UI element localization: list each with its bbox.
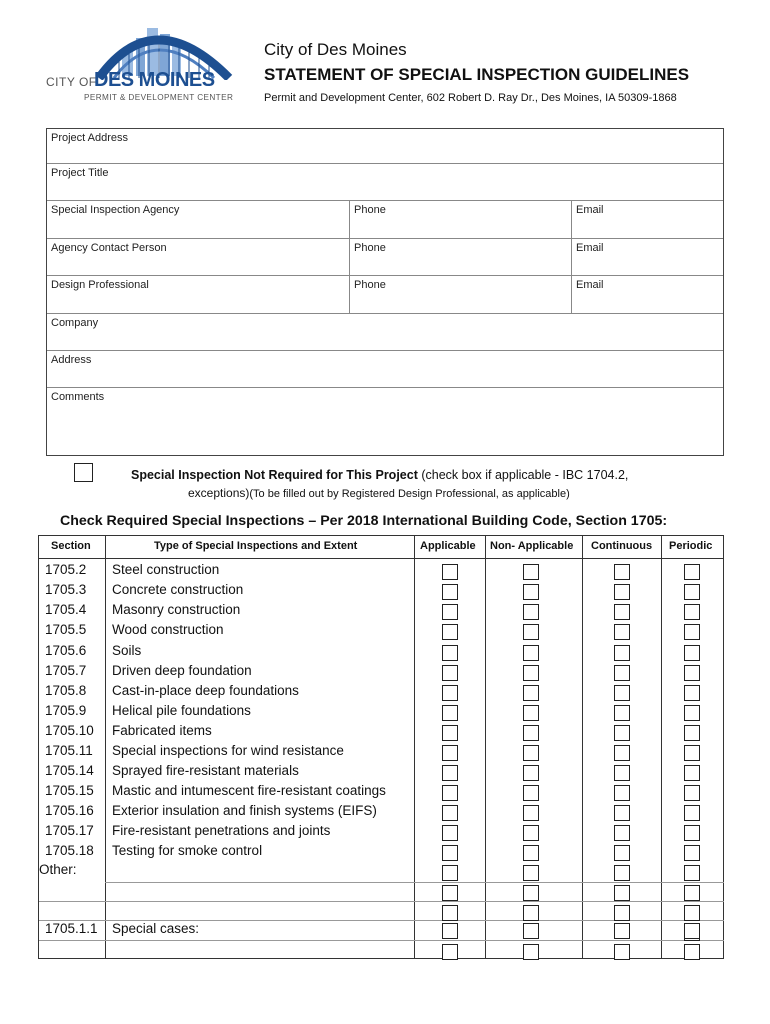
checkbox-applicable[interactable]	[442, 944, 458, 960]
design-field[interactable]	[47, 276, 349, 313]
checkbox-non-applicable[interactable]	[523, 745, 539, 761]
header-continuous: Continuous	[591, 540, 653, 552]
checkbox-non-applicable[interactable]	[523, 685, 539, 701]
checkbox-applicable[interactable]	[442, 725, 458, 741]
checkbox-periodic[interactable]	[684, 885, 700, 901]
checkbox-applicable[interactable]	[442, 685, 458, 701]
not-required-exceptions: exceptions)	[188, 486, 250, 500]
checkbox-applicable[interactable]	[442, 645, 458, 661]
checkbox-applicable[interactable]	[442, 865, 458, 881]
header-periodic: Periodic	[669, 540, 713, 552]
header-type: Type of Special Inspections and Extent	[154, 540, 358, 552]
row-section: 1705.6	[45, 643, 87, 658]
row-divider	[105, 882, 724, 883]
checkbox-applicable[interactable]	[442, 624, 458, 640]
project-address-label: Project Address	[51, 132, 129, 144]
checkbox-continuous[interactable]	[614, 705, 630, 721]
row-type: Mastic and intumescent fire-resistant coatings	[112, 783, 386, 798]
header-non-applicable: Non- Applicable	[490, 540, 574, 552]
checkbox-continuous[interactable]	[614, 564, 630, 580]
checkbox-applicable[interactable]	[442, 705, 458, 721]
not-required-note: (To be filled out by Registered Design Professional, as applicable)	[249, 488, 570, 500]
checkbox-applicable[interactable]	[442, 905, 458, 921]
checkbox-continuous[interactable]	[614, 765, 630, 781]
address-label: Address	[51, 354, 92, 366]
checkbox-applicable[interactable]	[442, 923, 458, 939]
design-phone-field[interactable]	[349, 276, 571, 313]
checkbox-non-applicable[interactable]	[523, 645, 539, 661]
agency-field[interactable]	[47, 201, 349, 238]
checkbox-periodic[interactable]	[684, 685, 700, 701]
comments-label: Comments	[51, 391, 105, 403]
checkbox-continuous[interactable]	[614, 584, 630, 600]
checkbox-applicable[interactable]	[442, 765, 458, 781]
logo-subtitle: PERMIT & DEVELOPMENT CENTER	[84, 93, 234, 102]
row-section: 1705.11	[45, 743, 93, 758]
address-field[interactable]	[47, 351, 723, 387]
checkbox-applicable[interactable]	[442, 745, 458, 761]
agency-email-label: Email	[576, 204, 604, 216]
logo-des-moines: DES MOINES	[94, 69, 215, 91]
not-required-text	[131, 468, 628, 482]
not-required-paren: (check box if applicable - IBC 1704.2,	[417, 468, 629, 482]
checkbox-non-applicable[interactable]	[523, 825, 539, 841]
divider	[105, 536, 106, 958]
row-type: Masonry construction	[112, 602, 241, 617]
checkbox-non-applicable[interactable]	[523, 564, 539, 580]
project-info-form	[46, 128, 724, 456]
checkbox-non-applicable[interactable]	[523, 665, 539, 681]
agency-phone-field[interactable]	[349, 201, 571, 238]
checkbox-applicable[interactable]	[442, 885, 458, 901]
checkbox-non-applicable[interactable]	[523, 604, 539, 620]
checkbox-continuous[interactable]	[614, 885, 630, 901]
logo-city-of: CITY OF	[46, 75, 97, 89]
checkbox-continuous[interactable]	[614, 745, 630, 761]
checkbox-continuous[interactable]	[614, 825, 630, 841]
checkbox-periodic[interactable]	[684, 765, 700, 781]
not-required-bold: Special Inspection Not Required for This Project	[131, 468, 418, 482]
row-section: 1705.4	[45, 602, 87, 617]
special-section: 1705.1.1	[45, 921, 98, 936]
row-section: 1705.3	[45, 582, 87, 597]
project-title-field[interactable]	[47, 164, 723, 200]
design-label: Design Professional	[51, 279, 149, 291]
row-section: 1705.16	[45, 803, 94, 818]
divider	[661, 536, 662, 958]
row-type: Wood construction	[112, 622, 224, 637]
row-section: 1705.7	[45, 663, 87, 678]
inspections-table	[38, 535, 724, 959]
company-row	[47, 314, 723, 351]
checkbox-periodic[interactable]	[684, 944, 700, 960]
checkbox-periodic[interactable]	[684, 923, 700, 939]
checkbox-periodic[interactable]	[684, 604, 700, 620]
checkbox-periodic[interactable]	[684, 645, 700, 661]
design-phone-label: Phone	[354, 279, 386, 291]
checkbox-non-applicable[interactable]	[523, 765, 539, 781]
contact-label: Agency Contact Person	[51, 242, 167, 254]
checkbox-applicable[interactable]	[442, 584, 458, 600]
row-section: 1705.10	[45, 723, 94, 738]
row-type: Steel construction	[112, 562, 220, 577]
not-required-line2	[188, 486, 570, 500]
checkbox-continuous[interactable]	[614, 785, 630, 801]
checkbox-non-applicable[interactable]	[523, 923, 539, 939]
row-type: Helical pile foundations	[112, 703, 251, 718]
agency-phone-label: Phone	[354, 204, 386, 216]
row-type: Fire-resistant penetrations and joints	[112, 823, 331, 838]
checkbox-periodic[interactable]	[684, 705, 700, 721]
checkbox-non-applicable[interactable]	[523, 624, 539, 640]
row-section: 1705.5	[45, 622, 87, 637]
design-email-label: Email	[576, 279, 604, 291]
contact-phone-label: Phone	[354, 242, 386, 254]
checkbox-continuous[interactable]	[614, 865, 630, 881]
checkbox-non-applicable[interactable]	[523, 805, 539, 821]
checkbox-non-applicable[interactable]	[523, 905, 539, 921]
row-type: Fabricated items	[112, 723, 212, 738]
row-section: 1705.18	[45, 843, 94, 858]
not-required-checkbox[interactable]	[74, 463, 93, 482]
checkbox-continuous[interactable]	[614, 645, 630, 661]
checkbox-continuous[interactable]	[614, 665, 630, 681]
checkbox-continuous[interactable]	[614, 805, 630, 821]
checkbox-non-applicable[interactable]	[523, 944, 539, 960]
header-section: Section	[51, 540, 91, 552]
checkbox-continuous[interactable]	[614, 845, 630, 861]
checkbox-periodic[interactable]	[684, 905, 700, 921]
table-header	[39, 536, 723, 559]
checkbox-applicable[interactable]	[442, 604, 458, 620]
checkbox-continuous[interactable]	[614, 624, 630, 640]
row-type: Testing for smoke control	[112, 843, 263, 858]
special-label: Special cases:	[112, 921, 200, 936]
checkbox-non-applicable[interactable]	[523, 865, 539, 881]
checkbox-periodic[interactable]	[684, 584, 700, 600]
checkbox-non-applicable[interactable]	[523, 885, 539, 901]
row-type: Exterior insulation and finish systems (EIFS)	[112, 803, 377, 818]
row-type: Special inspections for wind resistance	[112, 743, 344, 758]
checkbox-periodic[interactable]	[684, 725, 700, 741]
row-type: Cast-in-place deep foundations	[112, 683, 299, 698]
checkbox-non-applicable[interactable]	[523, 725, 539, 741]
company-field[interactable]	[47, 314, 723, 350]
checkbox-periodic[interactable]	[684, 624, 700, 640]
header-address: Permit and Development Center, 602 Robert D. Ray Dr., Des Moines, IA 50309-1868	[264, 92, 677, 104]
checkbox-periodic[interactable]	[684, 805, 700, 821]
contact-field[interactable]	[47, 239, 349, 275]
project-title-label: Project Title	[51, 167, 109, 179]
checkbox-periodic[interactable]	[684, 785, 700, 801]
agency-label: Special Inspection Agency	[51, 204, 180, 216]
checkbox-applicable[interactable]	[442, 805, 458, 821]
checkbox-applicable[interactable]	[442, 785, 458, 801]
checkbox-periodic[interactable]	[684, 564, 700, 580]
row-divider	[39, 940, 724, 941]
checkbox-non-applicable[interactable]	[523, 705, 539, 721]
contact-email-label: Email	[576, 242, 604, 254]
row-type: Concrete construction	[112, 582, 244, 597]
row-section: 1705.9	[45, 703, 87, 718]
row-type: Driven deep foundation	[112, 663, 252, 678]
design-email-field[interactable]	[571, 276, 725, 313]
address-row	[47, 351, 723, 388]
page-title: STATEMENT OF SPECIAL INSPECTION GUIDELINES	[264, 65, 690, 84]
checkbox-continuous[interactable]	[614, 923, 630, 939]
checkbox-continuous[interactable]	[614, 604, 630, 620]
other-label: Other:	[39, 862, 77, 877]
checkbox-periodic[interactable]	[684, 845, 700, 861]
project-address-row	[47, 129, 723, 164]
checkbox-applicable[interactable]	[442, 825, 458, 841]
company-label: Company	[51, 317, 99, 329]
checkbox-non-applicable[interactable]	[523, 785, 539, 801]
contact-email-field[interactable]	[571, 239, 725, 275]
row-divider	[39, 901, 724, 902]
checkbox-periodic[interactable]	[684, 745, 700, 761]
divider	[414, 536, 415, 958]
checkbox-periodic[interactable]	[684, 865, 700, 881]
agency-row	[47, 201, 723, 239]
row-section: 1705.14	[45, 763, 94, 778]
divider	[485, 536, 486, 958]
checkbox-continuous[interactable]	[614, 725, 630, 741]
city-logo	[44, 20, 244, 104]
comments-field[interactable]	[47, 388, 723, 455]
contact-phone-field[interactable]	[349, 239, 571, 275]
contact-row	[47, 239, 723, 276]
design-row	[47, 276, 723, 314]
check-inspections-title: Check Required Special Inspections – Per 2018 International Building Code, Section 1705:	[60, 513, 668, 529]
agency-email-field[interactable]	[571, 201, 725, 238]
checkbox-continuous[interactable]	[614, 685, 630, 701]
checkbox-periodic[interactable]	[684, 825, 700, 841]
row-section: 1705.17	[45, 823, 94, 838]
checkbox-periodic[interactable]	[684, 665, 700, 681]
checkbox-continuous[interactable]	[614, 944, 630, 960]
row-type: Sprayed fire-resistant materials	[112, 763, 299, 778]
row-section: 1705.15	[45, 783, 94, 798]
divider	[582, 536, 583, 958]
comments-row	[47, 388, 723, 455]
checkbox-non-applicable[interactable]	[523, 845, 539, 861]
project-address-field[interactable]	[47, 129, 723, 163]
row-section: 1705.8	[45, 683, 87, 698]
header-city: City of Des Moines	[264, 40, 407, 59]
project-title-row	[47, 164, 723, 201]
row-section: 1705.2	[45, 562, 87, 577]
checkbox-continuous[interactable]	[614, 905, 630, 921]
checkbox-applicable[interactable]	[442, 665, 458, 681]
header-applicable: Applicable	[420, 540, 476, 552]
checkbox-applicable[interactable]	[442, 845, 458, 861]
checkbox-applicable[interactable]	[442, 564, 458, 580]
checkbox-non-applicable[interactable]	[523, 584, 539, 600]
row-type: Soils	[112, 643, 142, 658]
